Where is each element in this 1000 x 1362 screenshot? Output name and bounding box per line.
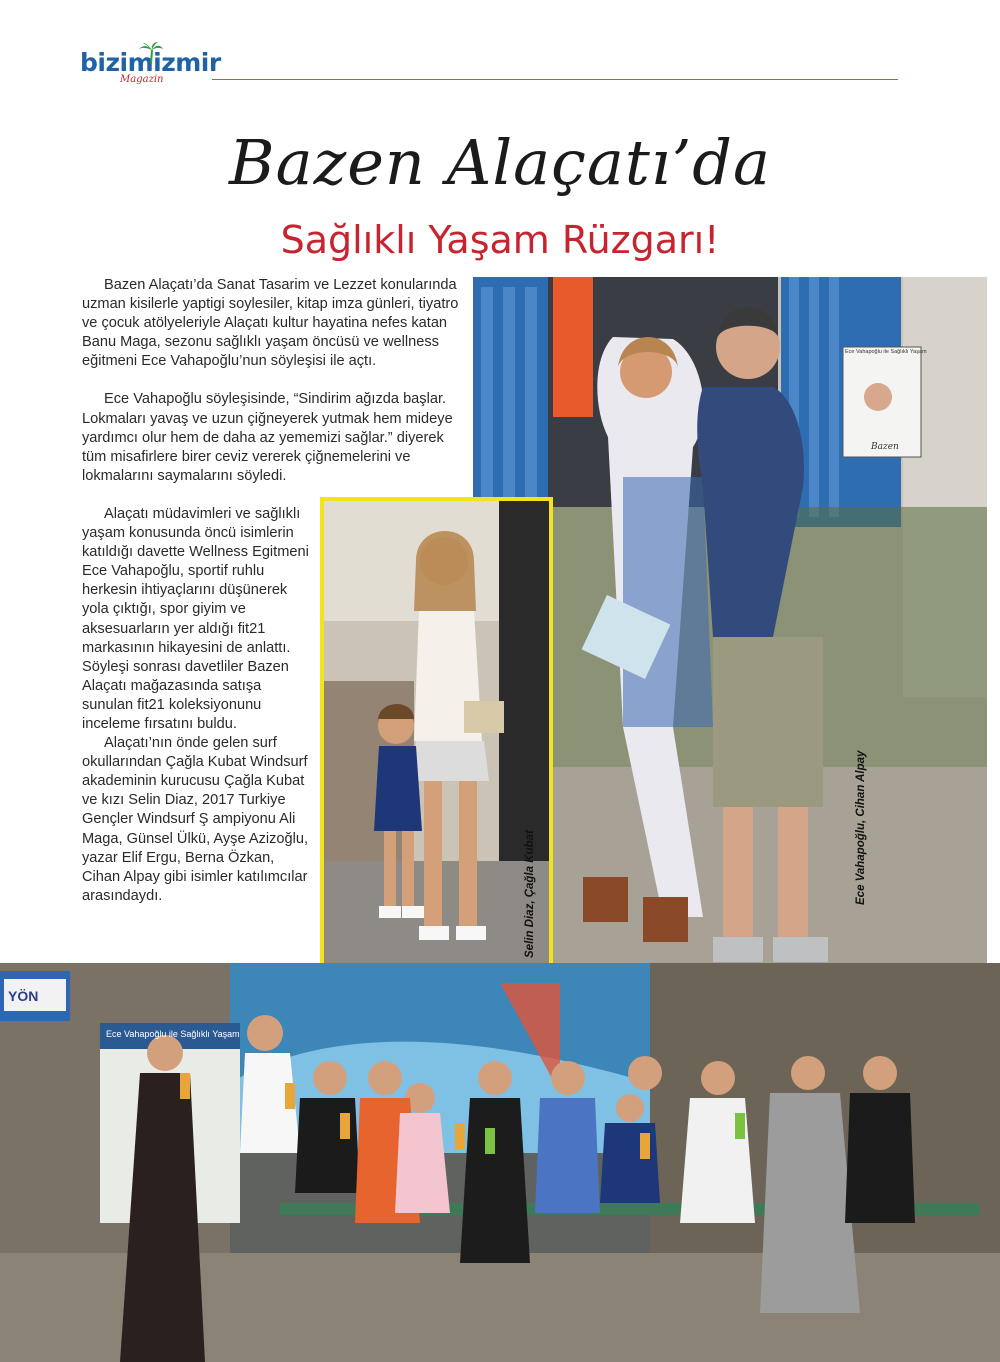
group-poster-title: Ece Vahapoğlu ile Sağlıklı Yaşam	[106, 1029, 240, 1039]
article-subtitle: Sağlıklı Yaşam Rüzgarı!	[280, 218, 720, 262]
brand-subtitle: Magazin	[120, 74, 164, 85]
photo-group-illustration	[0, 963, 1000, 1362]
palm-tree-icon	[138, 42, 164, 64]
article-title: Bazen Alaçatı’da	[229, 126, 771, 199]
article-paragraph: Bazen Alaçatı’da Sanat Tasarim ve Lezzet konularında uzman kisilerle yaptigi soylesiler, kitap imza günleri, tiyatro ve çocuk atölyeleriyle Alaçatı kultur hayatina nefes katan Banu Maga, sezonu sağlıklı yaşam öncüsü ve wellness eğitmeni Ece Vahapoğlu’nun söyleşisi ile açtı.	[82, 277, 459, 370]
photo-credit-inset: Selin Diaz, Çağla Kubat	[524, 830, 536, 958]
poster-title: Ece Vahapoğlu ile Sağlıklı Yaşam	[845, 349, 927, 355]
article-paragraph: Alaçatı’nın önde gelen surf okullarından Çağla Kubat Windsurf akademinin kurucusu Çağla Kubat ve kızı Selin Diaz, 2017 Turkiye Gençler Windsurf Ş ampiyonu Ali Maga, Günsel Ülkü, Ayşe Azizoğlu, yazar Elif Ergu, Berna Özkan, Cihan Alpay gibi isimler katılımcılar arasındaydı.	[82, 735, 309, 904]
photo-mother-daughter-illustration	[324, 501, 549, 980]
photo-group	[0, 963, 1000, 1362]
article-paragraph: Alaçatı müdavimleri ve sağlıklı yaşam konusunda öncü isimlerin katıldığı davette Wellness Egitmeni Ece Vahapoğlu, sportif ruhlu herkesin ihtiyaçlarını düşünerek yola çıktığı, spor giyim ve aksesuarların yer aldığı fit21 markasının hikayesini de anlattı. Söyleşi sonrası davetliler Bazen Alaçatı mağazasında satışa sunulan fit21 koleksiyonunu inceleme fırsatını buldu.	[82, 505, 309, 732]
photo-credit-main: Ece Vahapoğlu, Cihan Alpay	[855, 750, 867, 905]
article-paragraph: Ece Vahapoğlu söyleşisinde, “Sindirim ağızda başlar. Lokmaları yavaş ve uzun çiğneyerek yutmak hem mideye yardımcı olur hem de daha az yememizi sağlar.” diyerek tüm misafirlere birer ceviz vererek çiğnemelerini ve lokmalarını saymalarını söyledi.	[82, 391, 453, 484]
photo-mother-daughter	[320, 497, 553, 984]
street-sign-text: YÖN	[8, 988, 39, 1004]
masthead-logo	[80, 48, 220, 96]
brand-name: bizimizmir	[80, 48, 221, 77]
header-divider	[212, 79, 898, 80]
poster-brand: Bazen	[871, 442, 899, 452]
